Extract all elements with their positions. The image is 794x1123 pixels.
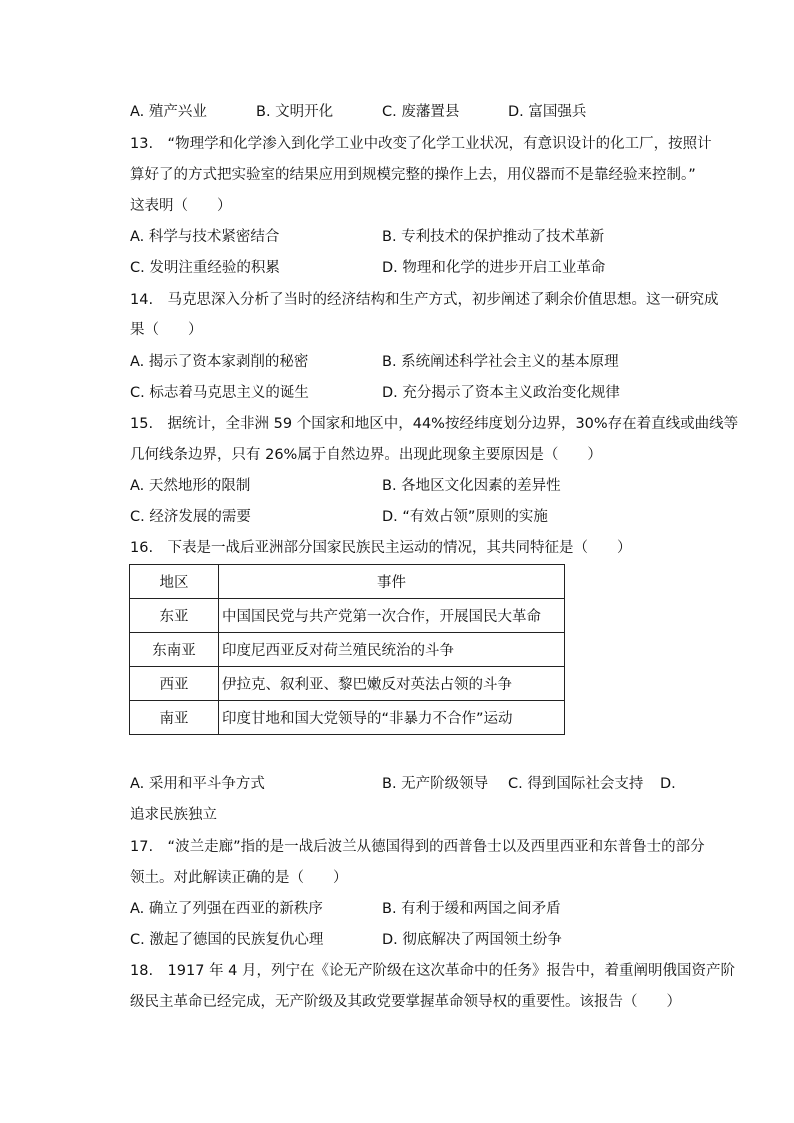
q13-stem-line-3: 这表明（ ） xyxy=(130,198,232,214)
table-row xyxy=(130,599,565,633)
q12-option-c: C. 废藩置县 xyxy=(382,104,460,120)
q14-option-c: C. 标志着马克思主义的诞生 xyxy=(130,385,309,401)
q13-option-a: A. 科学与技术紧密结合 xyxy=(130,229,280,245)
q14-option-b: B. 系统阐述科学社会主义的基本原理 xyxy=(382,354,619,370)
q13-stem-line-2: 算好了的方式把实验室的结果应用到规模完整的操作上去，用仪器而不是靠经验来控制。” xyxy=(130,167,696,183)
q15-stem-line-1: 15. 据统计，全非洲 59 个国家和地区中，44%按经纬度划分边界，30%存在着直线或曲线等 xyxy=(130,416,739,432)
q14-stem-line-2: 果（ ） xyxy=(130,322,203,338)
table-cell-event: 印度尼西亚反对荷兰殖民统治的斗争 xyxy=(219,633,565,667)
table-cell-region: 东南亚 xyxy=(130,633,219,667)
table-row xyxy=(130,667,565,701)
q17-option-a: A. 确立了列强在西亚的新秩序 xyxy=(130,901,323,917)
q17-option-d: D. 彻底解决了两国领土纷争 xyxy=(382,932,562,948)
movements-table xyxy=(129,564,565,735)
q14-option-d: D. 充分揭示了资本主义政治变化规律 xyxy=(382,385,620,401)
table-header-region: 地区 xyxy=(130,565,219,599)
q17-option-b: B. 有利于缓和两国之间矛盾 xyxy=(382,901,561,917)
q15-option-c: C. 经济发展的需要 xyxy=(130,509,251,525)
table-cell-region: 南亚 xyxy=(130,701,219,735)
q17-stem-line-1: 17. “波兰走廊”指的是一战后波兰从德国得到的西普鲁士以及西里西亚和东普鲁士的部分 xyxy=(130,839,705,855)
table-header-row xyxy=(130,565,565,599)
table-cell-event: 伊拉克、叙利亚、黎巴嫩反对英法占领的斗争 xyxy=(219,667,565,701)
q13-stem-line-1: 13. “物理学和化学渗入到化学工业中改变了化学工业状况，有意识设计的化工厂，按照计 xyxy=(130,136,712,152)
table-header-event: 事件 xyxy=(219,565,565,599)
q18-stem-line-1: 18. 1917 年 4 月，列宁在《论无产阶级在这次革命中的任务》报告中，着重阐明俄国资产阶 xyxy=(130,963,736,979)
q13-option-c: C. 发明注重经验的积累 xyxy=(130,260,280,276)
q15-option-a: A. 天然地形的限制 xyxy=(130,478,251,494)
q16-stem-line-1: 16. 下表是一战后亚洲部分国家民族民主运动的情况，其共同特征是（ ） xyxy=(130,540,632,556)
q12-option-b: B. 文明开化 xyxy=(256,104,334,120)
table-cell-event: 中国国民党与共产党第一次合作，开展国民大革命 xyxy=(219,599,565,633)
q16-option-a: A. 采用和平斗争方式 xyxy=(130,776,265,792)
q17-option-c: C. 激起了德国的民族复仇心理 xyxy=(130,932,324,948)
table-cell-region: 东亚 xyxy=(130,599,219,633)
q15-option-b: B. 各地区文化因素的差异性 xyxy=(382,478,561,494)
table-row xyxy=(130,633,565,667)
q14-option-a: A. 揭示了资本家剥削的秘密 xyxy=(130,354,309,370)
q18-stem-line-2: 级民主革命已经完成，无产阶级及其政党要掌握革命领导权的重要性。该报告（ ） xyxy=(130,994,681,1010)
q12-option-a: A. 殖产兴业 xyxy=(130,104,207,120)
q14-stem-line-1: 14. 马克思深入分析了当时的经济结构和生产方式，初步阐述了剩余价值思想。这一研究成 xyxy=(130,292,719,308)
q13-option-b: B. 专利技术的保护推动了技术革新 xyxy=(382,229,605,245)
table-row xyxy=(130,701,565,735)
q17-stem-line-2: 领土。对此解读正确的是（ ） xyxy=(130,870,348,886)
q16-option-b: B. 无产阶级领导 xyxy=(382,776,489,792)
q16-option-c: C. 得到国际社会支持 xyxy=(508,776,644,792)
q12-option-d: D. 富国强兵 xyxy=(508,104,587,120)
q15-option-d: D. “有效占领”原则的实施 xyxy=(382,509,548,525)
q16-option-d-label: D. xyxy=(660,776,676,792)
table-cell-region: 西亚 xyxy=(130,667,219,701)
table-cell-event: 印度甘地和国大党领导的“非暴力不合作”运动 xyxy=(219,701,565,735)
q16-option-d-text: 追求民族独立 xyxy=(130,807,217,823)
q13-option-d: D. 物理和化学的进步开启工业革命 xyxy=(382,260,606,276)
q15-stem-line-2: 几何线条边界，只有 26%属于自然边界。出现此现象主要原因是（ ） xyxy=(130,447,602,463)
